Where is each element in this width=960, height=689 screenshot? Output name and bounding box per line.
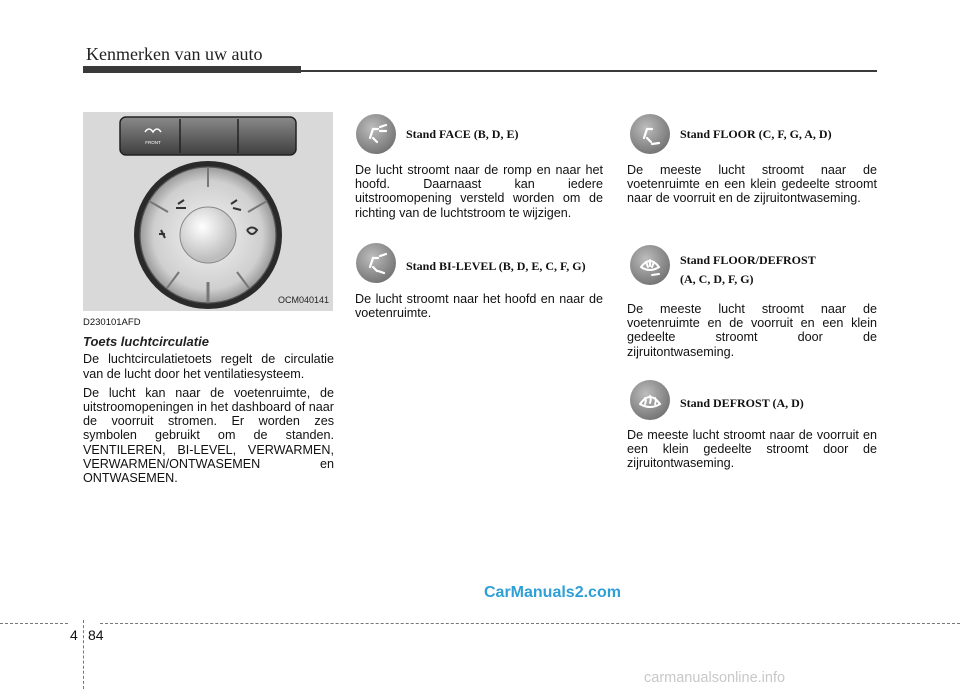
header-rule-thick xyxy=(83,66,301,73)
paragraph: De luchtcirculatietoets regelt de circulatie van de lucht door het ventilatiesysteem. xyxy=(83,352,334,381)
header-rule-thin xyxy=(301,70,877,72)
carmanuals-watermark[interactable]: CarManuals2.com xyxy=(484,584,621,601)
footer-divider xyxy=(83,620,84,689)
document-code: D230101AFD xyxy=(83,317,141,328)
floor-vent-icon xyxy=(630,114,670,154)
mode-bilevel-text-block xyxy=(355,292,603,320)
mode-floor-label: Stand FLOOR (C, F, G, A, D) xyxy=(680,127,832,141)
mode-floor-text-block xyxy=(627,163,877,206)
mode-face-text: De lucht stroomt naar de romp en naar het hoofd. Daarnaast kan iedere uitstroomopening versteld worden om de richting van de luchtstroom te wijzigen. xyxy=(355,163,603,220)
bi-level-icon xyxy=(356,243,396,283)
mode-face-label: Stand FACE (B, D, E) xyxy=(406,127,519,141)
floor-defrost-icon xyxy=(630,245,670,285)
footer-rule-left xyxy=(0,623,68,624)
climate-control-figure xyxy=(83,112,333,311)
defrost-icon xyxy=(630,380,670,420)
page-header-title: Kenmerken van uw auto xyxy=(86,44,263,64)
face-vent-icon xyxy=(356,114,396,154)
mode-floor-defrost-label-2: (A, C, D, F, G) xyxy=(680,272,754,286)
mode-floor-defrost-label-1: Stand FLOOR/DEFROST xyxy=(680,253,816,267)
figure-code: OCM040141 xyxy=(277,295,329,305)
mode-defrost-text-block xyxy=(627,428,877,471)
mode-floor-defrost-text-block xyxy=(627,302,877,359)
page-number: 84 xyxy=(88,627,104,643)
mode-bilevel-text: De lucht stroomt naar het hoofd en naar de voetenruimte. xyxy=(355,292,603,321)
mode-face-text-block xyxy=(355,163,603,220)
carmanualsonline-watermark: carmanualsonline.info xyxy=(644,670,786,686)
mode-bilevel-label: Stand BI-LEVEL (B, D, E, C, F, G) xyxy=(406,259,586,273)
mode-floor-defrost-text: De meeste lucht stroomt naar de voetenruimte en de voorruit en een klein gedeelte stroomt door de zijruitontwaseming. xyxy=(627,302,877,359)
mode-defrost-label: Stand DEFROST (A, D) xyxy=(680,396,804,410)
left-column xyxy=(83,316,334,490)
chapter-number: 4 xyxy=(70,627,78,643)
front-defrost-label: FRONT xyxy=(145,140,161,145)
mode-defrost-text: De meeste lucht stroomt naar de voorruit en een klein gedeelte stroomt door de zijruitontwaseming. xyxy=(627,428,877,471)
footer-rule-right xyxy=(100,623,960,624)
mode-floor-text: De meeste lucht stroomt naar de voetenruimte en een klein gedeelte stroomt naar de voorruit en de zijruitontwaseming. xyxy=(627,163,877,206)
section-title: Toets luchtcirculatie xyxy=(83,334,209,350)
paragraph: De lucht kan naar de voetenruimte, de uitstroomopeningen in het dashboard of naar de voorruit stromen. Er worden zes symbolen gebruikt om de standen. VENTILEREN, BI-LEVEL, VERWARMEN, VERWARMEN/ONTWASEMEN en ONTWASEMEN. xyxy=(83,385,334,486)
mode-selector-illustration xyxy=(83,112,333,311)
